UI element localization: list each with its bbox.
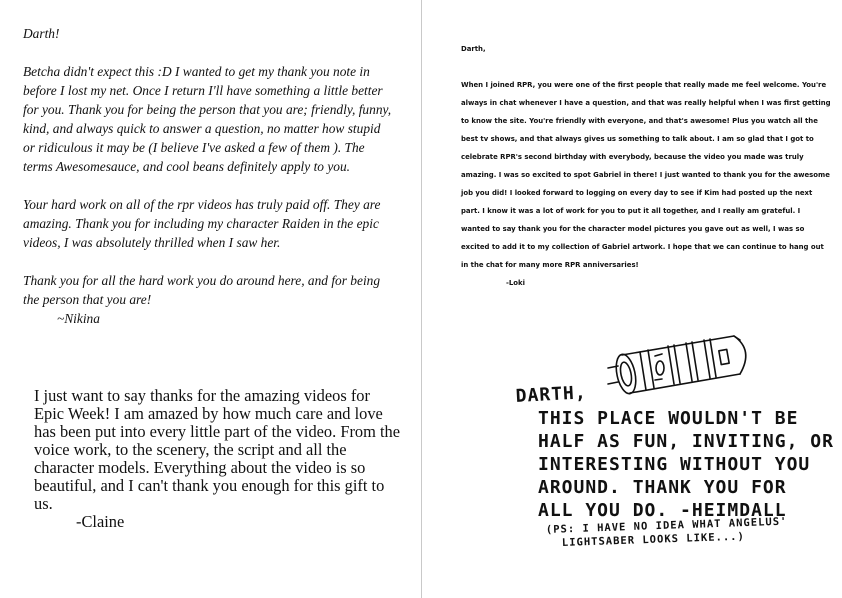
heimdall-line-5: AROUND. THANK YOU FOR bbox=[538, 477, 787, 498]
nikina-paragraph-1: Betcha didn't expect this :D I wanted to get my thank you note in before I lost my net. Once I return I'll have something a little better for you. Thank you for being the person that you are; friendly, funny, kind, and always quick to answer a question, no matter how stupid or ridiculous it may be (I believe I've asked a few of them ). The terms Awesomesauce, and cool beans definitely apply to you. bbox=[23, 64, 392, 174]
heimdall-ps-line-2: LIGHTSABER LOOKS LIKE...) bbox=[561, 530, 746, 549]
heimdall-line-1: DARTH, bbox=[515, 382, 588, 407]
lightsaber-drawing bbox=[608, 336, 746, 395]
loki-body: When I joined RPR, you were one of the first people that really made me feel welcome. You're always in chat whenever I have a question, and that was really helpful when I was first getting to know the site. You're friendly with everyone, and that's awesome! Plus you watch all the best tv shows, and that always gives us something to talk about. I am so glad that I got to celebrate RPR's second birthday with everybody, because the video you made was truly amazing. I was so excited to spot Gabriel in there! I just wanted to thank you for the awesome job you did! I looked forward to logging on every day to see if Kim had posted up the next part. I know it was a lot of work for you to put it all together, and I really am grateful. I wanted to say thank you for the character model pictures you gave out as well, I was so excited to add it to my collection of Gabriel artwork. I hope that we can continue to hang out in the chat for many more RPR anniversaries! bbox=[461, 81, 831, 269]
loki-note bbox=[461, 40, 831, 292]
nikina-paragraph-2: Your hard work on all of the rpr videos has truly paid off. They are amazing. Thank you for including my character Raiden in the epic videos, I was absolutely thrilled when I saw her. bbox=[23, 197, 381, 250]
loki-greeting: Darth, bbox=[461, 45, 486, 53]
loki-signature: -Loki bbox=[506, 279, 525, 287]
heimdall-line-4: INTERESTING WITHOUT YOU bbox=[538, 454, 811, 475]
nikina-greeting: Darth! bbox=[23, 26, 60, 41]
right-page bbox=[422, 0, 842, 598]
heimdall-note bbox=[422, 330, 842, 560]
claine-signature: -Claine bbox=[76, 512, 125, 531]
heimdall-text bbox=[515, 382, 834, 549]
nikina-paragraph-3: Thank you for all the hard work you do around here, and for being the person that you are! bbox=[23, 273, 381, 307]
heimdall-ps-line-1: (PS: I HAVE NO IDEA WHAT ANGELUS' bbox=[545, 515, 788, 536]
heimdall-line-3: HALF AS FUN, INVITING, OR bbox=[538, 431, 834, 452]
heimdall-line-6: ALL YOU DO. -HEIMDALL bbox=[538, 500, 787, 521]
claine-body: I just want to say thanks for the amazing videos for Epic Week! I am amazed by how much care and love has been put into every little part of the video. From the voice work, to the scenery, the script and all the character models. Everything about the video is so beautiful, and I can't thank you enough for this gift to us. bbox=[34, 386, 400, 513]
nikina-signature: ~Nikina bbox=[57, 311, 100, 326]
nikina-note bbox=[23, 24, 393, 328]
heimdall-line-2: THIS PLACE WOULDN'T BE bbox=[538, 408, 799, 429]
claine-note bbox=[34, 387, 404, 531]
